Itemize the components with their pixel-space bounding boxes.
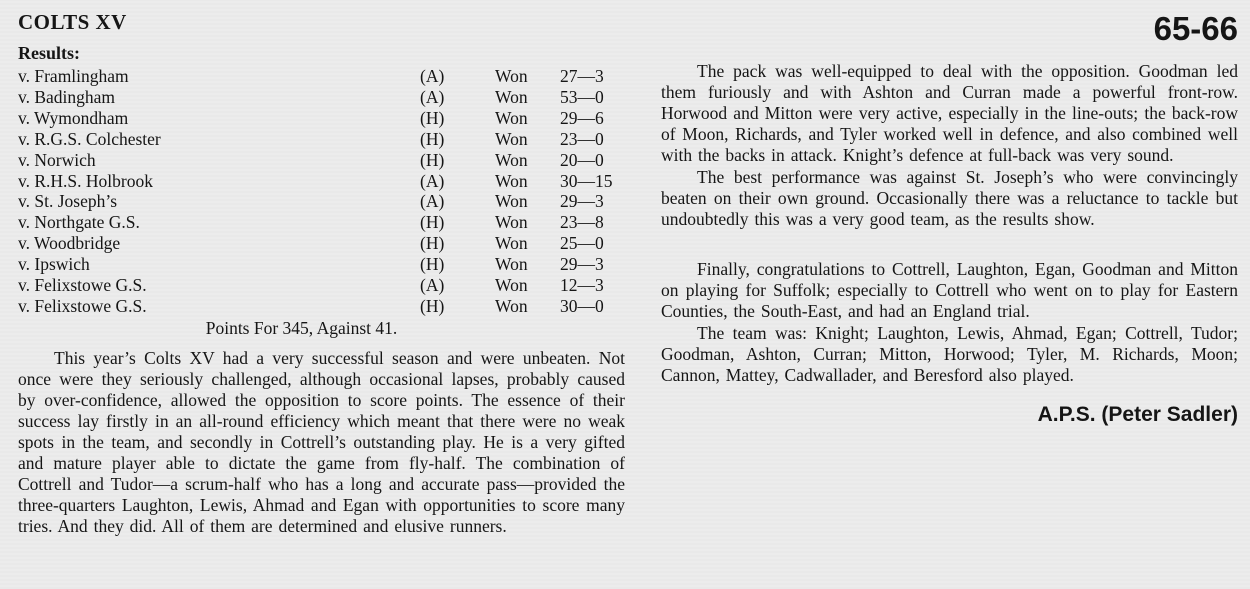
venue-cell: (H)	[420, 128, 445, 149]
score-cell: 30—0	[560, 295, 604, 316]
season-badge: 65-66	[1153, 10, 1238, 47]
outcome-cell: Won	[495, 128, 528, 149]
score-cell: 29—6	[560, 107, 604, 128]
table-row	[18, 129, 625, 150]
venue-cell: (H)	[420, 149, 445, 170]
opponent-cell: v. Woodbridge	[18, 233, 121, 254]
pack-paragraph: The pack was well-equipped to deal with the opposition. Goodman led them furiously and with Ashton and Curran made a powerful front-row. Horwood and Mitton were very active, especially in the line-outs; the back-row of Moon, Richards, and Tyler worked well in defence, and also combined well with the backs in attack. Knight’s defence at full-back was very sound.	[661, 61, 1238, 165]
opponent-cell: v. Norwich	[18, 149, 96, 170]
table-row	[18, 150, 625, 171]
opponent-cell: v. Ipswich	[18, 254, 90, 275]
team-list-paragraph: The team was: Knight; Laughton, Lewis, Ahmad, Egan; Cottrell, Tudor; Goodman, Ashton, Curran; Mitton, Horwood; Tyler, M. Richards, Moon; Cannon, Mattey, Cadwallader, and Beresford also played.	[661, 323, 1238, 385]
opponent-cell: v. Felixstowe G.S.	[18, 275, 147, 296]
left-column	[18, 8, 625, 589]
venue-cell: (H)	[420, 254, 445, 275]
congratulations-paragraph: Finally, congratulations to Cottrell, Laughton, Egan, Goodman and Mitton on playing for Suffolk; especially to Cottrell who went on to play for Eastern Counties, the South-East, and had an England trial.	[661, 259, 1238, 321]
table-row	[18, 171, 625, 192]
page-title: COLTS XV	[18, 10, 127, 34]
venue-cell: (H)	[420, 233, 445, 254]
outcome-cell: Won	[495, 66, 528, 86]
season-summary-paragraph: This year’s Colts XV had a very successful season and were unbeaten. Not once were they seriously challenged, although occasional lapses, probably caused by over-confidence, allowed the opposition to score points. The essence of their success lay firstly in an all-round efficiency which meant that there were no weak spots in the team, and secondly in Cottrell’s outstanding play. He is a very gifted and mature player able to dictate the game from fly-half. The combination of Cottrell and Tudor—a scrum-half who has a long and accurate pass—provided the three-quarters Laughton, Lewis, Ahmad and Egan with opportunities to score many tries. And they did. All of them are determined and elusive runners.	[18, 347, 625, 536]
venue-cell: (H)	[420, 295, 445, 316]
score-cell: 27—3	[560, 66, 604, 86]
score-cell: 12—3	[560, 275, 604, 296]
results-heading: Results:	[18, 43, 80, 63]
table-row	[18, 233, 625, 254]
opponent-cell: v. R.G.S. Colchester	[18, 128, 161, 149]
opponent-cell: v. R.H.S. Holbrook	[18, 170, 153, 191]
score-cell: 30—15	[560, 170, 613, 191]
score-cell: 23—8	[560, 212, 604, 233]
venue-cell: (A)	[420, 66, 445, 86]
opponent-cell: v. Wymondham	[18, 107, 129, 128]
outcome-cell: Won	[495, 254, 528, 275]
results-table	[18, 66, 625, 317]
outcome-cell: Won	[495, 86, 528, 107]
table-row	[18, 66, 625, 87]
outcome-cell: Won	[495, 295, 528, 316]
opponent-cell: v. Badingham	[18, 86, 116, 107]
venue-cell: (A)	[420, 86, 445, 107]
outcome-cell: Won	[495, 149, 528, 170]
outcome-cell: Won	[495, 212, 528, 233]
table-row	[18, 191, 625, 212]
table-row	[18, 87, 625, 108]
outcome-cell: Won	[495, 170, 528, 191]
venue-cell: (H)	[420, 212, 445, 233]
author-signature: A.P.S. (Peter Sadler)	[1037, 403, 1238, 426]
score-cell: 25—0	[560, 233, 604, 254]
venue-cell: (A)	[420, 275, 445, 296]
opponent-cell: v. Felixstowe G.S.	[18, 295, 147, 316]
score-cell: 20—0	[560, 149, 604, 170]
table-row	[18, 296, 625, 317]
right-column	[661, 8, 1238, 589]
score-cell: 23—0	[560, 128, 604, 149]
opponent-cell: v. Framlingham	[18, 66, 129, 86]
outcome-cell: Won	[495, 233, 528, 254]
table-row	[18, 275, 625, 296]
outcome-cell: Won	[495, 107, 528, 128]
outcome-cell: Won	[495, 191, 528, 212]
venue-cell: (H)	[420, 107, 445, 128]
venue-cell: (A)	[420, 170, 445, 191]
table-row	[18, 254, 625, 275]
score-cell: 29—3	[560, 254, 604, 275]
opponent-cell: v. St. Joseph’s	[18, 191, 118, 212]
table-row	[18, 108, 625, 129]
points-summary: Points For 345, Against 41.	[205, 317, 398, 338]
venue-cell: (A)	[420, 191, 445, 212]
outcome-cell: Won	[495, 275, 528, 296]
table-row	[18, 212, 625, 233]
score-cell: 29—3	[560, 191, 604, 212]
best-performance-paragraph: The best performance was against St. Joseph’s who were convincingly beaten on their own ground. Occasionally there was a reluctance to tackle but undoubtedly this was a very good team, as the results show.	[661, 167, 1238, 229]
score-cell: 53—0	[560, 86, 604, 107]
opponent-cell: v. Northgate G.S.	[18, 212, 140, 233]
